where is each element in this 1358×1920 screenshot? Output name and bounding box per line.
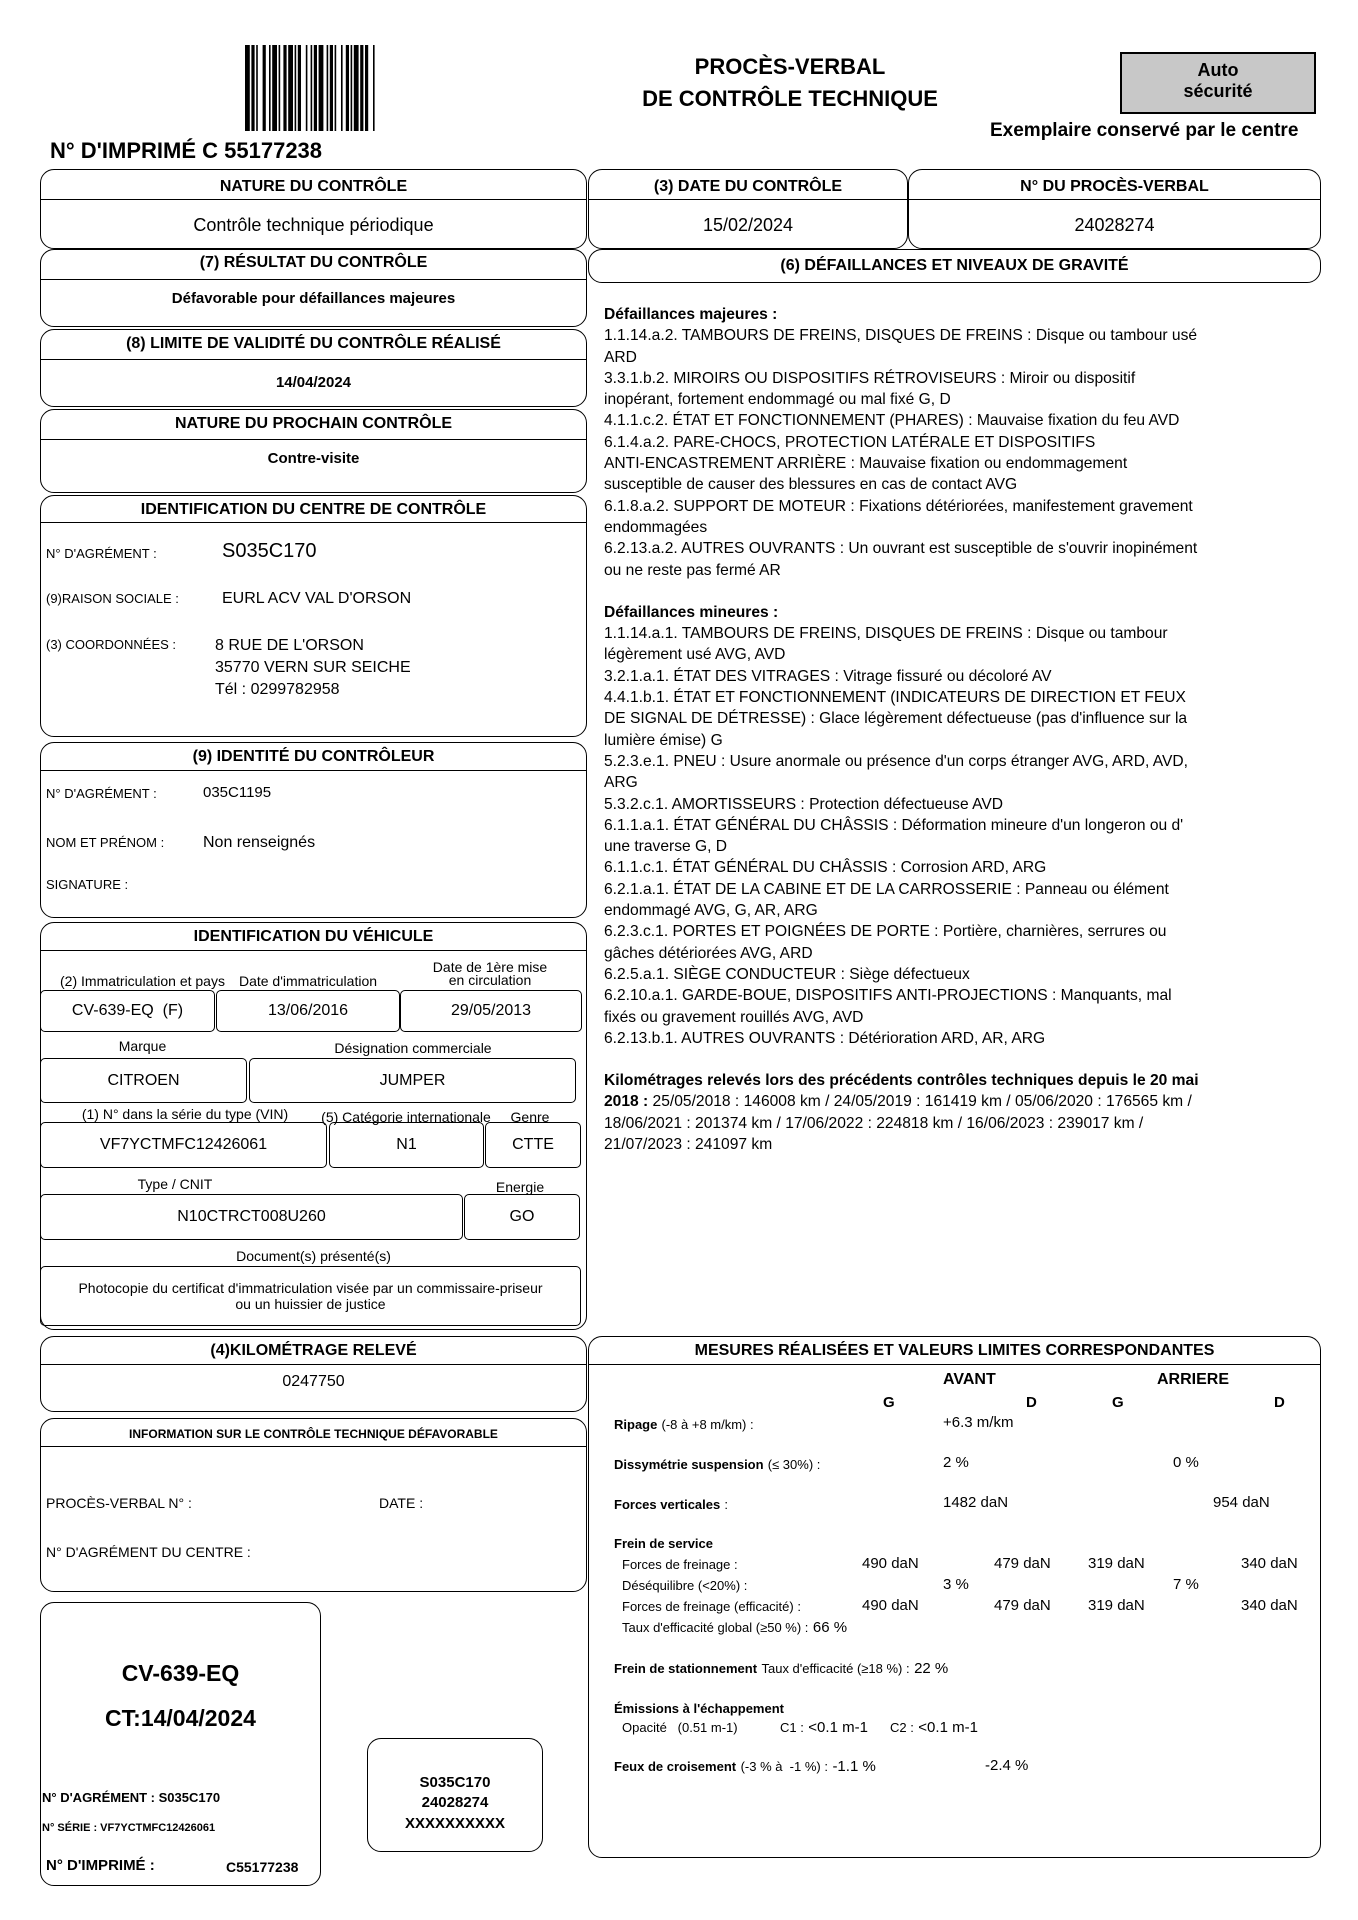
forces-v-av: 1482 daN (943, 1494, 1009, 1511)
mineures-item-line: 6.1.1.c.1. ÉTAT GÉNÉRAL DU CHÂSSIS : Corrosion ARD, ARG (604, 859, 1047, 877)
mineures-item-line: 5.3.2.c.1. AMORTISSEURS : Protection défectueuse AVD (604, 795, 1003, 813)
pv-number-value: 24028274 (1074, 215, 1155, 235)
majeures-list (604, 325, 1304, 581)
vignette-ct-date: CT:14/04/2024 (105, 1705, 256, 1731)
frein-stat-label: Frein de stationnement (614, 1661, 758, 1676)
forces-v-label: Forces verticales (614, 1497, 721, 1512)
km-title-bold2: 2018 : (604, 1093, 649, 1111)
energie-value: GO (464, 1194, 580, 1240)
ffe-label: Forces de freinage (efficacité) : (622, 1599, 801, 1614)
info-agrement-label: N° D'AGRÉMENT DU CENTRE : (46, 1544, 251, 1560)
opacite-range: (0.51 m-1) (677, 1720, 738, 1735)
centre-agrement-value: S035C170 (222, 540, 317, 562)
ffe-ard: 340 daN (1241, 1597, 1298, 1614)
majeures-item-line: ARD (604, 348, 637, 366)
ff-avg: 490 daN (862, 1555, 919, 1572)
mineures-item-line: 1.1.14.a.1. TAMBOURS DE FREINS, DISQUES DE FREINS : Disque ou tambour (604, 625, 1168, 643)
centre-coord-label: (3) COORDONNÉES : (46, 637, 177, 652)
deseq-ar: 7 % (1173, 1576, 1199, 1593)
mineures-item-line: 6.2.13.b.1. AUTRES OUVRANTS : Détérioration ARD, AR, ARG (604, 1029, 1046, 1047)
feux-row (614, 1758, 876, 1776)
centre-agrement-label: N° D'AGRÉMENT : (46, 546, 157, 561)
kilometrage-label: (4)KILOMÉTRAGE RELEVÉ (210, 1342, 417, 1359)
barcode-icon (245, 45, 465, 131)
feux-d: -2.4 % (985, 1757, 1029, 1774)
mineures-item-line: gâches détériorées AVG, ARD (604, 944, 813, 962)
majeures-item (604, 538, 1304, 581)
mesures-label: MESURES RÉALISÉES ET VALEURS LIMITES CORRESPONDANTES (694, 1342, 1215, 1359)
forces-v-sep: : (724, 1497, 729, 1512)
majeures-item-line: susceptible de causer des blessures en cas de contact AVG (604, 476, 1018, 494)
mineures-item (604, 879, 1304, 922)
ripage-av: +6.3 m/km (943, 1414, 1014, 1431)
info-defavorable-label: INFORMATION SUR LE CONTRÔLE TECHNIQUE DÉFAVORABLE (129, 1427, 498, 1441)
feux-range: (-3 % à -1 %) : (740, 1759, 828, 1774)
documents-line2: ou un huissier de justice (235, 1296, 386, 1312)
taux-value: 66 % (812, 1619, 848, 1636)
majeures-item (604, 432, 1304, 496)
mineures-item-line: 5.2.3.e.1. PNEU : Usure anormale ou présence d'un corps étranger AVG, ARD, AVD, (604, 752, 1188, 770)
majeures-item (604, 496, 1304, 539)
prochain-label: NATURE DU PROCHAIN CONTRÔLE (174, 415, 453, 432)
ffe-arg: 319 daN (1088, 1597, 1145, 1614)
mineures-item-line: 6.2.3.c.1. PORTES ET POIGNÉES DE PORTE : Portière, charnières, serrures ou (604, 923, 1167, 941)
mineures-item-line: 3.2.1.a.1. ÉTAT DES VITRAGES : Vitrage fissuré ou décoloré AV (604, 667, 1052, 685)
centre-box (40, 495, 587, 737)
premiere-label-1: Date de 1ère mise (432, 959, 548, 975)
resultat-value: Défavorable pour défaillances majeures (171, 290, 456, 307)
majeures-item (604, 325, 1304, 368)
immat-label: (2) Immatriculation et pays (60, 973, 225, 989)
vignette-imprime-value: C55177238 (226, 1859, 299, 1875)
forces-v-row (614, 1496, 728, 1513)
mineures-item-line: 4.4.1.b.1. ÉTAT ET FONCTIONNEMENT (INDICATEURS DE DIRECTION ET FEUX (604, 689, 1186, 707)
controleur-nom-label: NOM ET PRÉNOM : (46, 835, 165, 850)
km-line4: 21/07/2023 : 241097 km (604, 1135, 773, 1153)
majeures-item-line: 6.1.4.a.2. PARE-CHOCS, PROTECTION LATÉRALE ET DISPOSITIFS (604, 433, 1096, 451)
mesures-d-ar: D (1274, 1394, 1285, 1411)
vignette-agrement: N° D'AGRÉMENT : S035C170 (42, 1790, 221, 1805)
majeures-item-line: 4.1.1.c.2. ÉTAT ET FONCTIONNEMENT (PHARES) : Mauvaise fixation du feu AVD (604, 412, 1180, 430)
c2-value: <0.1 m-1 (918, 1719, 978, 1736)
designation-value: JUMPER (249, 1058, 576, 1103)
mineures-item-line: 6.1.1.a.1. ÉTAT GÉNÉRAL DU CHÂSSIS : Déformation mineure d'un longeron ou d' (604, 816, 1184, 834)
mineures-title: Défaillances mineures : (604, 603, 779, 621)
deseq-label: Déséquilibre (<20%) : (622, 1578, 748, 1593)
majeures-title: Défaillances majeures : (604, 306, 778, 323)
km-line2 (604, 1091, 1304, 1112)
frein-stat-row (614, 1660, 948, 1678)
documents-box (40, 1266, 581, 1326)
mineures-item-line: DE SIGNAL DE DÉTRESSE) : Glace légèrement défectueuse (pas d'influence sur la (604, 710, 1188, 728)
premiere-value: 29/05/2013 (400, 990, 582, 1032)
mesures-g-ar: G (1112, 1394, 1124, 1411)
genre-label: Genre (510, 1109, 550, 1125)
c1-label: C1 : (780, 1720, 804, 1735)
date-immat-value: 13/06/2016 (216, 990, 400, 1032)
mineures-item (604, 985, 1304, 1028)
majeures-item-line: 1.1.14.a.2. TAMBOURS DE FREINS, DISQUES DE FREINS : Disque ou tambour usé (604, 327, 1198, 345)
autosecurite-logo (1120, 52, 1316, 114)
feux-label: Feux de croisement (614, 1759, 737, 1774)
centre-label: IDENTIFICATION DU CENTRE DE CONTRÔLE (140, 501, 487, 518)
mineures-item (604, 964, 1304, 985)
centre-raison-value: EURL ACV VAL D'ORSON (222, 590, 412, 607)
mineures-item-line: 6.2.1.a.1. ÉTAT DE LA CABINE ET DE LA CARROSSERIE : Panneau ou élément (604, 880, 1169, 898)
ff-avd: 479 daN (994, 1555, 1051, 1572)
vin-value: VF7YCTMFC12426061 (40, 1122, 327, 1168)
km-line2-rest: 25/05/2018 : 146008 km / 24/05/2019 : 161419 km / 05/06/2020 : 176565 km / (648, 1093, 1192, 1111)
mineures-item-line: légèrement usé AVG, AVD (604, 646, 786, 664)
mineures-item-line: fixés ou gravement rouillés AVG, AVD (604, 1008, 864, 1026)
resultat-label: (7) RÉSULTAT DU CONTRÔLE (199, 254, 428, 271)
km-line3: 18/06/2021 : 201374 km / 17/06/2022 : 224818 km / 16/06/2023 : 239017 km / (604, 1114, 1144, 1132)
mineures-item (604, 857, 1304, 878)
controleur-label: (9) IDENTITÉ DU CONTRÔLEUR (192, 748, 435, 765)
opacite-row (622, 1720, 738, 1735)
majeures-item-line: endommagées (604, 518, 708, 536)
immat-value: CV-639-EQ (F) (40, 990, 215, 1032)
mesures-arriere: ARRIERE (1157, 1371, 1230, 1388)
marque-value: CITROEN (40, 1058, 247, 1103)
mineures-item (604, 1028, 1304, 1049)
majeures-item-line: inopérant, fortement endommagé ou mal fixé G, D (604, 391, 951, 409)
dissym-row (614, 1456, 820, 1473)
vin-label: (1) N° dans la série du type (VIN) (81, 1106, 289, 1122)
ripage-range: (-8 à +8 m/km) : (661, 1417, 754, 1432)
emissions-label: Émissions à l'échappement (614, 1701, 784, 1716)
feux-g: -1.1 % (832, 1758, 876, 1775)
mineures-item-line: 6.2.5.a.1. SIÈGE CONDUCTEUR : Siège défectueux (604, 965, 970, 983)
majeures-item-line: ANTI-ENCASTREMENT ARRIÈRE : Mauvaise fixation ou endommagement (604, 455, 1128, 473)
ripage-label: Ripage (614, 1417, 658, 1432)
prochain-value: Contre-visite (267, 450, 360, 467)
centre-raison-label: (9)RAISON SOCIALE : (46, 591, 179, 606)
controleur-nom-value: Non renseignés (203, 834, 316, 851)
designation-label: Désignation commerciale (334, 1040, 492, 1056)
printed-number: N° D'IMPRIMÉ C 55177238 (50, 138, 323, 163)
genre-value: CTTE (485, 1122, 581, 1168)
type-value: N10CTRCT008U260 (40, 1194, 463, 1240)
majeures-item (604, 368, 1304, 411)
stamp-line2: 24028274 (421, 1794, 489, 1811)
ff-label: Forces de freinage : (622, 1557, 738, 1572)
barcode (245, 45, 465, 131)
mineures-item (604, 921, 1304, 964)
frein-service-label: Frein de service (614, 1536, 713, 1551)
kilometrage-value: 0247750 (282, 1373, 345, 1390)
centre-coord-line3: Tél : 0299782958 (215, 681, 340, 698)
premiere-label-2: en circulation (448, 972, 532, 988)
frein-stat-range: Taux d'efficacité (≥18 %) : (761, 1661, 910, 1676)
ffe-avg: 490 daN (862, 1597, 919, 1614)
logo-line2: sécurité (1183, 81, 1253, 101)
stamp-line1: S035C170 (419, 1774, 491, 1791)
energie-label: Energie (495, 1179, 545, 1195)
majeures-item-line: 3.3.1.b.2. MIROIRS OU DISPOSITIFS RÉTROVISEURS : Miroir ou dispositif (604, 369, 1136, 387)
km-title-line1: Kilométrages relevés lors des précédents contrôles techniques depuis le 20 mai (604, 1072, 1199, 1090)
mineures-item-line: endommagé AVG, G, AR, ARG (604, 902, 818, 920)
mineures-item (604, 751, 1304, 794)
ff-arg: 319 daN (1088, 1555, 1145, 1572)
majeures-item-line: 6.2.13.a.2. AUTRES OUVRANTS : Un ouvrant est susceptible de s'ouvrir inopinément (604, 540, 1198, 558)
mesures-avant: AVANT (943, 1371, 996, 1388)
dissym-label: Dissymétrie suspension (614, 1457, 764, 1472)
documents-line1: Photocopie du certificat d'immatriculation visée par un commissaire-priseur (78, 1280, 543, 1296)
deseq-av: 3 % (943, 1576, 969, 1593)
mineures-item-line: lumière émise) G (604, 731, 723, 749)
date-immat-label: Date d'immatriculation (238, 973, 378, 989)
taux-label: Taux d'efficacité global (≥50 %) : (622, 1620, 809, 1635)
dissym-av: 2 % (943, 1454, 969, 1471)
centre-coord-line2: 35770 VERN SUR SEICHE (215, 659, 411, 676)
c1-value: <0.1 m-1 (808, 1719, 868, 1736)
mineures-item-line: une traverse G, D (604, 838, 728, 856)
info-date-label: DATE : (379, 1495, 424, 1511)
dissym-ar: 0 % (1173, 1454, 1199, 1471)
majeures-item-line: 6.1.8.a.2. SUPPORT DE MOTEUR : Fixations détériorées, manifestement gravement (604, 497, 1193, 515)
nature-controle-label: NATURE DU CONTRÔLE (219, 178, 408, 195)
vignette-imprime-label: N° D'IMPRIMÉ : (46, 1857, 155, 1874)
vignette-box (40, 1602, 321, 1886)
opacite-label: Opacité (622, 1720, 667, 1735)
page-title-line1: PROCÈS-VERBAL (694, 54, 886, 79)
vignette-plate: CV-639-EQ (121, 1660, 240, 1686)
info-pv-label: PROCÈS-VERBAL N° : (46, 1495, 192, 1511)
frein-stat-value: 22 % (914, 1660, 949, 1677)
mineures-item (604, 794, 1304, 815)
c1-row (780, 1719, 868, 1737)
mineures-item (604, 815, 1304, 858)
stamp-line3: XXXXXXXXXX (404, 1815, 506, 1832)
mesures-g-av: G (883, 1394, 895, 1411)
forces-v-ar: 954 daN (1213, 1494, 1270, 1511)
date-controle-label: (3) DATE DU CONTRÔLE (653, 178, 843, 195)
majeures-item-line: ou ne reste pas fermé AR (604, 561, 781, 579)
mineures-item (604, 623, 1304, 666)
limite-value: 14/04/2024 (275, 374, 352, 391)
mesures-d-av: D (1026, 1394, 1037, 1411)
type-label: Type / CNIT (137, 1176, 213, 1192)
nature-controle-value: Contrôle technique périodique (193, 215, 434, 235)
controleur-agrement-label: N° D'AGRÉMENT : (46, 786, 157, 801)
categorie-label: (5) Catégorie internationale (321, 1109, 491, 1125)
mineures-item (604, 666, 1304, 687)
date-controle-value: 15/02/2024 (702, 215, 794, 235)
vehicule-label: IDENTIFICATION DU VÉHICULE (193, 928, 434, 945)
c2-row (890, 1719, 978, 1737)
pv-number-label: N° DU PROCÈS-VERBAL (1020, 178, 1209, 195)
vignette-serie: N° SÉRIE : VF7YCTMFC12426061 (42, 1822, 216, 1834)
centre-coord-line1: 8 RUE DE L'ORSON (215, 637, 364, 654)
documents-label: Document(s) présenté(s) (236, 1248, 391, 1264)
controleur-agrement-value: 035C1195 (203, 784, 272, 801)
mineures-item-line: ARG (604, 774, 638, 792)
ripage-row (614, 1416, 754, 1433)
categorie-value: N1 (329, 1122, 484, 1168)
mineures-list (604, 623, 1304, 1049)
defaillances-label: (6) DÉFAILLANCES ET NIVEAUX DE GRAVITÉ (780, 257, 1129, 274)
taux-row (622, 1619, 847, 1637)
mineures-item (604, 687, 1304, 751)
c2-label: C2 : (890, 1720, 914, 1735)
ffe-avd: 479 daN (994, 1597, 1051, 1614)
copy-note: Exemplaire conservé par le centre (990, 120, 1299, 141)
mineures-item-line: 6.2.10.a.1. GARDE-BOUE, DISPOSITIFS ANTI-PROJECTIONS : Manquants, mal (604, 987, 1172, 1005)
logo-line1: Auto (1197, 60, 1239, 80)
majeures-item (604, 410, 1304, 431)
limite-label: (8) LIMITE DE VALIDITÉ DU CONTRÔLE RÉALISÉ (126, 335, 501, 352)
dissym-range: (≤ 30%) : (767, 1457, 821, 1472)
page-title-line2: DE CONTRÔLE TECHNIQUE (642, 86, 938, 111)
defaillances-list (604, 304, 1304, 1155)
ff-ard: 340 daN (1241, 1555, 1298, 1572)
marque-label: Marque (118, 1038, 167, 1054)
controleur-signature-label: SIGNATURE : (46, 877, 129, 892)
